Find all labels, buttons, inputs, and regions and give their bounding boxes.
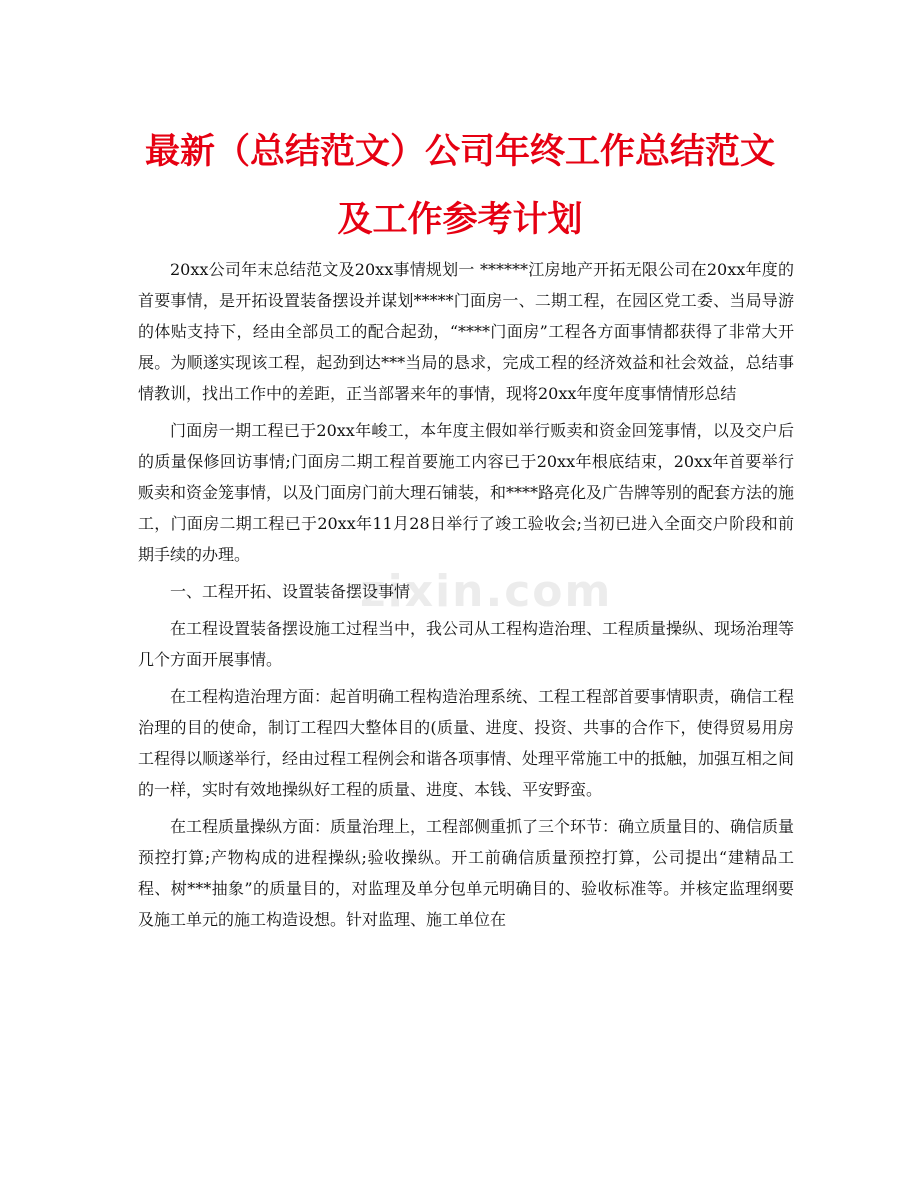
section-heading-1: 一、工程开拓、设置装备摆设事情 [170, 582, 411, 601]
document-body [138, 254, 794, 935]
document-title-line-1: 最新（总结范文）公司年终工作总结范文 [144, 132, 775, 172]
paragraph-intro: 20xx公司年末总结范文及20xx事情规划一 ******江房地产开拓无限公司在20xx年度的首要事情，是开拓设置装备摆设并谋划*****门面房一、二期工程，在园区党工委、当局导游的体贴支持下，经由全部员工的配合起劲，“****门面房”工程各方面事情都获得了非常大开展。为顺遂实现该工程，起劲到达***当局的恳求，完成工程的经济效益和社会效益，总结事情教训，找出工作中的差距，正当部署来年的事情，现将20xx年度年度事情情形总结 [138, 260, 794, 403]
document-title-line-2: 及工作参考计划 [337, 200, 583, 240]
paragraph-construction-overview: 在工程设置装备摆设施工过程当中，我公司从工程构造治理、工程质量操纵、现场治理等几个方面开展事情。 [138, 619, 795, 669]
watermark: zixin.com [360, 566, 613, 617]
paragraph-storefront-phases: 门面房一期工程已于20xx年峻工，本年度主假如举行贩卖和资金回笼事情，以及交户后的质量保修回访事情;门面房二期工程首要施工内容已于20xx年根底结束，20xx年首要举行贩卖和资金笼事情，以及门面房门前大理石铺装，和****路亮化及广告牌等别的配套方法的施工，门面房二期工程已于20xx年11月28日举行了竣工验收会;当初已进入全面交户阶段和前期手续的办理。 [138, 421, 795, 564]
paragraph-organization-management: 在工程构造治理方面：起首明确工程构造治理系统、工程工程部首要事情职责，确信工程治理的目的使命，制订工程四大整体目的(质量、进度、投资、共事的合作下，使得贸易用房工程得以顺遂举行，经由过程工程例会和谐各项事情、处理平常施工中的抵触，加强互相之间的一样，实时有效地操纵好工程的质量、进度、本钱、平安野蛮。 [138, 687, 795, 799]
paragraph-quality-control: 在工程质量操纵方面：质量治理上，工程部侧重抓了三个环节：确立质量目的、确信质量预控打算;产物构成的进程操纵;验收操纵。开工前确信质量预控打算，公司提出“建精品工程、树***抽象”的质量目的，对监理及单分包单元明确目的、验收标准等。并核定监理纲要及施工单元的施工构造设想。针对监理、施工单位在 [138, 817, 795, 929]
